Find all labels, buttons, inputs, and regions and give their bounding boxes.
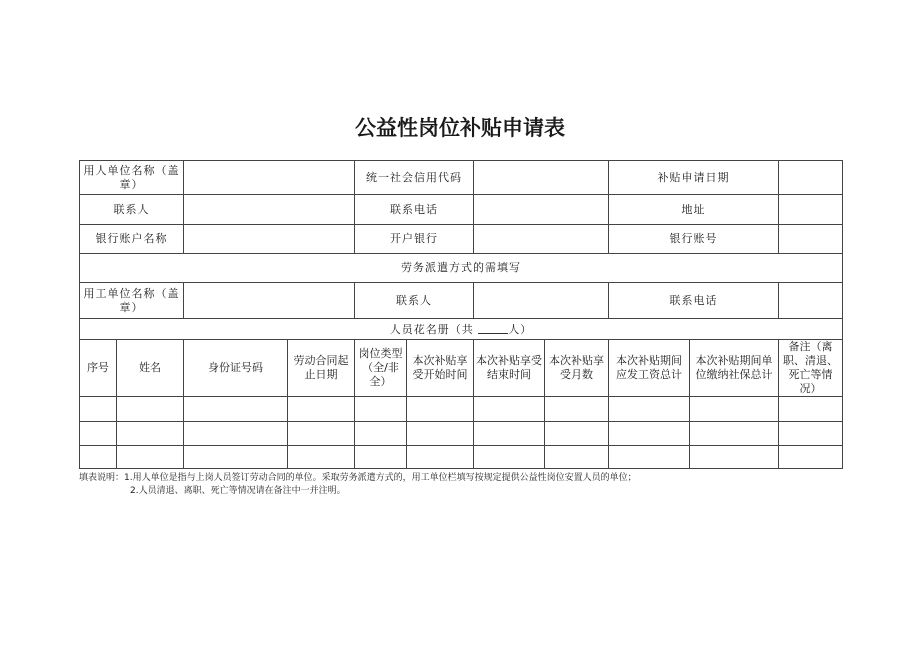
roster-cell[interactable] — [80, 446, 117, 469]
account-no-field[interactable] — [779, 225, 843, 254]
col-header-id-number: 身份证号码 — [184, 340, 288, 397]
col-header-seq: 序号 — [80, 340, 117, 397]
col-header-insurance-total: 本次补贴期间单位缴纳社保总计 — [690, 340, 779, 397]
dispatch-section-row — [80, 254, 843, 283]
table-row — [80, 446, 843, 469]
phone-label: 联系电话 — [355, 195, 474, 225]
bank-field[interactable] — [474, 225, 609, 254]
apply-date-field[interactable] — [779, 161, 843, 195]
roster-cell[interactable] — [355, 446, 407, 469]
user-unit-label: 用工单位名称（盖章） — [80, 283, 184, 319]
col-header-contract-dates: 劳动合同起止日期 — [288, 340, 355, 397]
col-header-start-time: 本次补贴享受开始时间 — [407, 340, 474, 397]
roster-cell[interactable] — [288, 446, 355, 469]
note-line-1: 填表说明：1.用人单位是指与上岗人员签订劳动合同的单位。采取劳务派遣方式的，用工单位栏填写按规定提供公益性岗位安置人员的单位； — [79, 473, 637, 483]
dispatch-contact-field[interactable] — [474, 283, 609, 319]
contact-field[interactable] — [184, 195, 355, 225]
roster-cell[interactable] — [184, 397, 288, 422]
dispatch-contact-label: 联系人 — [355, 283, 474, 319]
credit-code-label: 统一社会信用代码 — [355, 161, 474, 195]
user-unit-field[interactable] — [184, 283, 355, 319]
dispatch-row — [80, 283, 843, 319]
roster-cell[interactable] — [117, 397, 184, 422]
roster-cell[interactable] — [80, 397, 117, 422]
roster-cell[interactable] — [407, 422, 474, 446]
roster-cell[interactable] — [609, 422, 690, 446]
col-header-months: 本次补贴享受月数 — [545, 340, 609, 397]
roster-title-suffix: 人） — [508, 322, 533, 336]
address-field[interactable] — [779, 195, 843, 225]
account-name-label: 银行账户名称 — [80, 225, 184, 254]
credit-code-field[interactable] — [474, 161, 609, 195]
dispatch-phone-field[interactable] — [779, 283, 843, 319]
roster-cell[interactable] — [288, 422, 355, 446]
col-header-remarks: 备注（离职、清退、死亡等情况） — [779, 340, 843, 397]
col-header-name: 姓名 — [117, 340, 184, 397]
roster-cell[interactable] — [117, 422, 184, 446]
roster-cell[interactable] — [779, 446, 843, 469]
account-no-label: 银行账号 — [609, 225, 779, 254]
roster-cell[interactable] — [545, 446, 609, 469]
employer-row-1 — [80, 161, 843, 195]
roster-cell[interactable] — [184, 422, 288, 446]
roster-cell[interactable] — [474, 422, 545, 446]
employer-name-field[interactable] — [184, 161, 355, 195]
dispatch-section-label: 劳务派遣方式的需填写 — [80, 254, 843, 283]
roster-cell[interactable] — [609, 446, 690, 469]
roster-cell[interactable] — [690, 422, 779, 446]
roster-cell[interactable] — [80, 422, 117, 446]
roster-cell[interactable] — [288, 397, 355, 422]
roster-cell[interactable] — [690, 397, 779, 422]
contact-label: 联系人 — [80, 195, 184, 225]
table-row — [80, 397, 843, 422]
col-header-end-time: 本次补贴享受结束时间 — [474, 340, 545, 397]
roster-cell[interactable] — [407, 397, 474, 422]
roster-cell[interactable] — [690, 446, 779, 469]
roster-header-row — [80, 340, 843, 397]
application-form-table — [79, 160, 843, 469]
roster-title-prefix: 人员花名册（共 — [389, 322, 474, 336]
roster-cell[interactable] — [779, 422, 843, 446]
employer-name-label: 用人单位名称（盖章） — [80, 161, 184, 195]
col-header-post-type: 岗位类型（全/非全） — [355, 340, 407, 397]
roster-cell[interactable] — [545, 397, 609, 422]
apply-date-label: 补贴申请日期 — [609, 161, 779, 195]
col-header-wage-total: 本次补贴期间应发工资总计 — [609, 340, 690, 397]
roster-cell[interactable] — [355, 397, 407, 422]
fill-instructions — [79, 472, 637, 498]
roster-count-field[interactable] — [478, 322, 508, 334]
roster-cell[interactable] — [117, 446, 184, 469]
roster-cell[interactable] — [355, 422, 407, 446]
roster-cell[interactable] — [474, 397, 545, 422]
page-title: 公益性岗位补贴申请表 — [355, 116, 565, 140]
phone-field[interactable] — [474, 195, 609, 225]
roster-title — [80, 319, 843, 340]
roster-title-row — [80, 319, 843, 340]
dispatch-phone-label: 联系电话 — [609, 283, 779, 319]
note-line-2: 2.人员清退、离职、死亡等情况请在备注中一并注明。 — [130, 486, 346, 496]
employer-row-3 — [80, 225, 843, 254]
roster-cell[interactable] — [609, 397, 690, 422]
employer-row-2 — [80, 195, 843, 225]
roster-cell[interactable] — [545, 422, 609, 446]
roster-cell[interactable] — [779, 397, 843, 422]
roster-cell[interactable] — [407, 446, 474, 469]
table-row — [80, 422, 843, 446]
roster-cell[interactable] — [184, 446, 288, 469]
bank-label: 开户银行 — [355, 225, 474, 254]
roster-cell[interactable] — [474, 446, 545, 469]
account-name-field[interactable] — [184, 225, 355, 254]
address-label: 地址 — [609, 195, 779, 225]
